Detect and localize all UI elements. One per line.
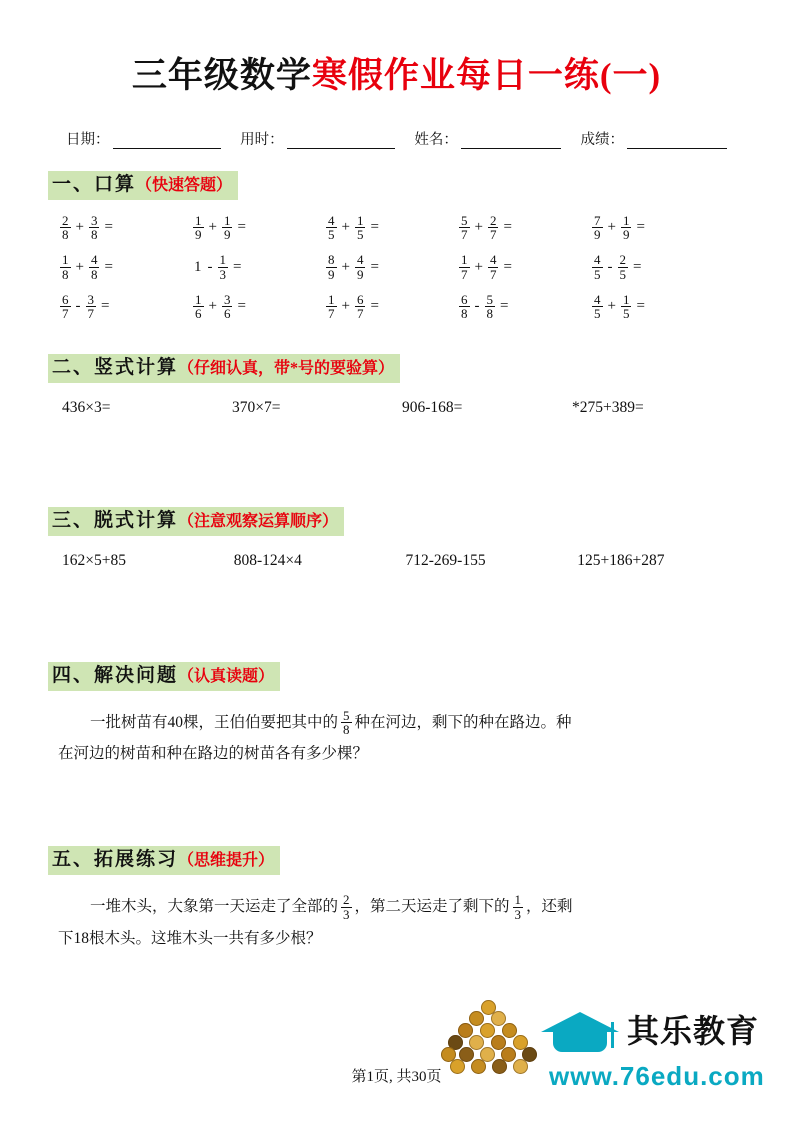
section-5-hint: （思维提升）: [178, 852, 275, 870]
oral-item: [58, 293, 191, 321]
vertical-calc-item: *275+389=: [572, 399, 644, 416]
equals: =: [370, 219, 379, 235]
frac-num: 4: [328, 212, 335, 228]
frac-num: 5: [461, 212, 468, 228]
frac-den: 7: [489, 227, 497, 242]
frac-num: 6: [62, 291, 69, 307]
operator: +: [474, 258, 483, 275]
tuoshi-calc-row: [44, 552, 749, 570]
frac-den: 6: [195, 306, 202, 321]
oral-item: [590, 253, 723, 281]
section-2-number: 二、竖式计算: [52, 357, 179, 379]
frac-den: 5: [594, 306, 601, 321]
frac-den: 6: [223, 306, 231, 321]
equals: =: [101, 298, 110, 314]
frac-num: 4: [356, 252, 364, 268]
frac-num: 5: [486, 291, 493, 307]
equals: =: [503, 219, 512, 235]
tuoshi-calc-item: 162×5+85: [62, 551, 126, 569]
frac-den: 5: [328, 227, 335, 242]
equals: =: [500, 298, 509, 314]
section-2-hint: （仔细认真，带*号的要验算）: [178, 360, 395, 378]
frac-num: 2: [62, 212, 69, 228]
frac-den: 3: [514, 906, 522, 922]
frac-den: 8: [62, 266, 69, 282]
vertical-calc-workspace[interactable]: [44, 417, 749, 503]
equals: =: [636, 298, 645, 314]
operator: -: [474, 298, 480, 314]
frac-num: 4: [489, 252, 497, 268]
frac-den: 7: [62, 306, 69, 321]
frac-den: 5: [619, 266, 626, 282]
problem-4-part3: 在河边的树苗和种在路边的树苗各有多少棵？: [58, 745, 369, 763]
tuoshi-calc-workspace[interactable]: [44, 570, 749, 662]
frac-den: 3: [219, 266, 226, 282]
frac-num: 2: [619, 252, 626, 268]
time-blank[interactable]: [287, 134, 395, 149]
page-title: [44, 48, 749, 98]
section-1-number: 一、口算: [52, 174, 137, 195]
section-1-hint: （快速答题）: [136, 177, 233, 194]
frac-num: 4: [90, 252, 98, 268]
frac-den: 9: [594, 227, 601, 242]
frac-den: 7: [87, 306, 94, 321]
frac-den: 7: [461, 227, 468, 242]
problem-4-part1: 一批树苗有40棵，王伯伯要把其中的: [90, 713, 339, 731]
graduation-cap-icon: [541, 1010, 619, 1062]
equals: =: [370, 258, 379, 275]
problem-5-part4: 下18根木头。这堆木头一共有多少根？: [58, 929, 322, 947]
operator: +: [208, 298, 217, 314]
time-field[interactable]: [240, 128, 395, 149]
name-label: 姓名：: [414, 132, 458, 148]
date-label: 日期：: [66, 132, 110, 148]
equals: =: [370, 298, 379, 314]
vertical-calc-item: 436×3=: [62, 399, 111, 416]
frac-num: 1: [223, 212, 231, 228]
frac-num: 1: [219, 252, 226, 268]
frac-num: 1: [622, 212, 630, 228]
whole-number: 1: [194, 258, 202, 275]
equals: =: [104, 219, 113, 235]
oral-item: [58, 214, 191, 242]
frac-den: 3: [343, 906, 350, 922]
operator: +: [75, 258, 84, 275]
frac-den: 5: [594, 266, 601, 282]
frac-num: 1: [62, 252, 69, 268]
section-3-number: 三、脱式计算: [52, 510, 179, 531]
equals: =: [233, 258, 242, 275]
frac-den: 8: [343, 722, 350, 738]
frac-den: 7: [489, 266, 497, 282]
frac-num: 3: [87, 291, 94, 307]
frac-den: 9: [622, 227, 630, 242]
frac-den: 8: [90, 227, 98, 242]
score-blank[interactable]: [627, 134, 727, 149]
tuoshi-calc-item: 712-269-155: [405, 551, 486, 569]
frac-den: 9: [223, 227, 231, 242]
section-2: [48, 332, 749, 383]
site-logo: [437, 986, 767, 1104]
name-blank[interactable]: [461, 134, 561, 149]
oral-item: [457, 293, 590, 321]
brand-name: 其乐教育: [627, 1013, 760, 1049]
section-4-hint: （认真读题）: [178, 667, 275, 685]
frac-num: 4: [594, 291, 601, 307]
frac-den: 9: [328, 266, 335, 282]
frac-num: 7: [594, 212, 601, 228]
problem-4-text: [44, 707, 749, 771]
oral-item: [590, 214, 723, 242]
problem-5-part1: 一堆木头，大象第一天运走了全部的: [90, 897, 339, 915]
oral-math-grid: [44, 214, 749, 321]
equals: =: [633, 258, 642, 275]
vertical-calc-item: 370×7=: [232, 399, 281, 416]
frac-num: 6: [356, 291, 364, 307]
section-4-number: 四、解决问题: [52, 664, 179, 686]
frac-num: 1: [195, 212, 202, 228]
operator: -: [75, 298, 81, 314]
tuoshi-calc-item: 125+186+287: [577, 551, 665, 569]
tuoshi-calc-item: 808-124×4: [233, 551, 302, 569]
frac-num: 2: [489, 212, 497, 228]
date-blank[interactable]: [113, 134, 221, 149]
oral-item: [324, 253, 457, 281]
section-3-header: [48, 507, 344, 536]
problem-5-part3: ，还剩: [526, 897, 573, 915]
frac-den: 9: [195, 227, 202, 242]
frac-num: 1: [514, 892, 522, 908]
info-row: [44, 128, 749, 149]
frac-num: 1: [622, 291, 630, 307]
operator: +: [607, 219, 616, 235]
equals: =: [636, 219, 645, 235]
frac-den: 7: [356, 306, 364, 321]
frac-num: 1: [461, 252, 468, 268]
title-black: 三年级数学: [131, 56, 312, 95]
name-field[interactable]: [414, 128, 561, 149]
frac-num: 1: [195, 291, 202, 307]
oral-item: [457, 253, 590, 281]
operator: +: [341, 298, 350, 314]
frac-num: 3: [223, 291, 231, 307]
frac-num: 4: [594, 252, 601, 268]
oral-item: [457, 214, 590, 242]
frac-num: 2: [343, 892, 350, 908]
problem-4-workspace[interactable]: [44, 770, 749, 840]
section-1: [48, 149, 749, 200]
operator: +: [341, 258, 350, 275]
score-field[interactable]: [581, 128, 728, 149]
problem-4-part2: 种在河边，剩下的种在路边。种: [354, 713, 572, 731]
score-label: 成绩：: [580, 132, 625, 148]
section-4: [48, 662, 749, 691]
frac-num: 3: [90, 212, 98, 228]
problem-5-text: [44, 891, 749, 955]
equals: =: [237, 219, 246, 235]
oral-item: [590, 293, 723, 321]
frac-num: 8: [328, 252, 335, 268]
problem-5-part2: ，第二天运走了剩下的: [354, 897, 510, 915]
coin-pile-icon: [441, 1000, 549, 1078]
page-number: 第1页, 共30页: [351, 1069, 442, 1085]
oral-item: [324, 214, 457, 242]
operator: +: [208, 219, 217, 235]
section-1-header: [48, 171, 238, 200]
section-2-header: [48, 354, 400, 383]
frac-num: 5: [343, 708, 350, 724]
section-3-hint: （注意观察运算顺序）: [178, 513, 339, 530]
date-field[interactable]: [66, 128, 221, 149]
oral-item: [324, 293, 457, 321]
equals: =: [503, 258, 512, 275]
frac-den: 8: [90, 266, 98, 282]
section-5-header: [48, 846, 280, 875]
title-red: 寒假作业每日一练(一): [311, 56, 662, 95]
frac-den: 5: [622, 306, 630, 321]
vertical-calc-row: [44, 399, 749, 417]
operator: +: [474, 219, 483, 235]
frac-num: 6: [461, 291, 468, 307]
oral-item: [191, 293, 324, 321]
operator: -: [207, 258, 213, 275]
time-label: 用时：: [240, 132, 284, 148]
oral-row: [58, 214, 741, 242]
equals: =: [237, 298, 246, 314]
oral-row: [58, 253, 741, 281]
oral-item: [191, 214, 324, 242]
oral-row: [58, 293, 741, 321]
vertical-calc-item: 906-168=: [402, 399, 463, 416]
oral-item: [191, 253, 324, 281]
section-5-number: 五、拓展练习: [52, 849, 179, 871]
frac-num: 1: [356, 212, 364, 228]
operator: +: [341, 219, 350, 235]
section-5: [48, 840, 749, 875]
equals: =: [104, 258, 113, 275]
operator: +: [607, 298, 616, 314]
frac-den: 9: [356, 266, 364, 282]
operator: -: [607, 258, 613, 275]
frac-den: 8: [486, 306, 493, 321]
frac-den: 8: [62, 227, 69, 242]
operator: +: [75, 219, 84, 235]
frac-den: 5: [356, 227, 364, 242]
frac-den: 7: [461, 266, 468, 282]
frac-den: 8: [461, 306, 468, 321]
frac-num: 1: [328, 291, 335, 307]
frac-den: 7: [328, 306, 335, 321]
section-4-header: [48, 662, 280, 691]
section-3: [48, 503, 749, 536]
brand-url: www.76edu.com: [549, 1061, 765, 1091]
oral-item: [58, 253, 191, 281]
